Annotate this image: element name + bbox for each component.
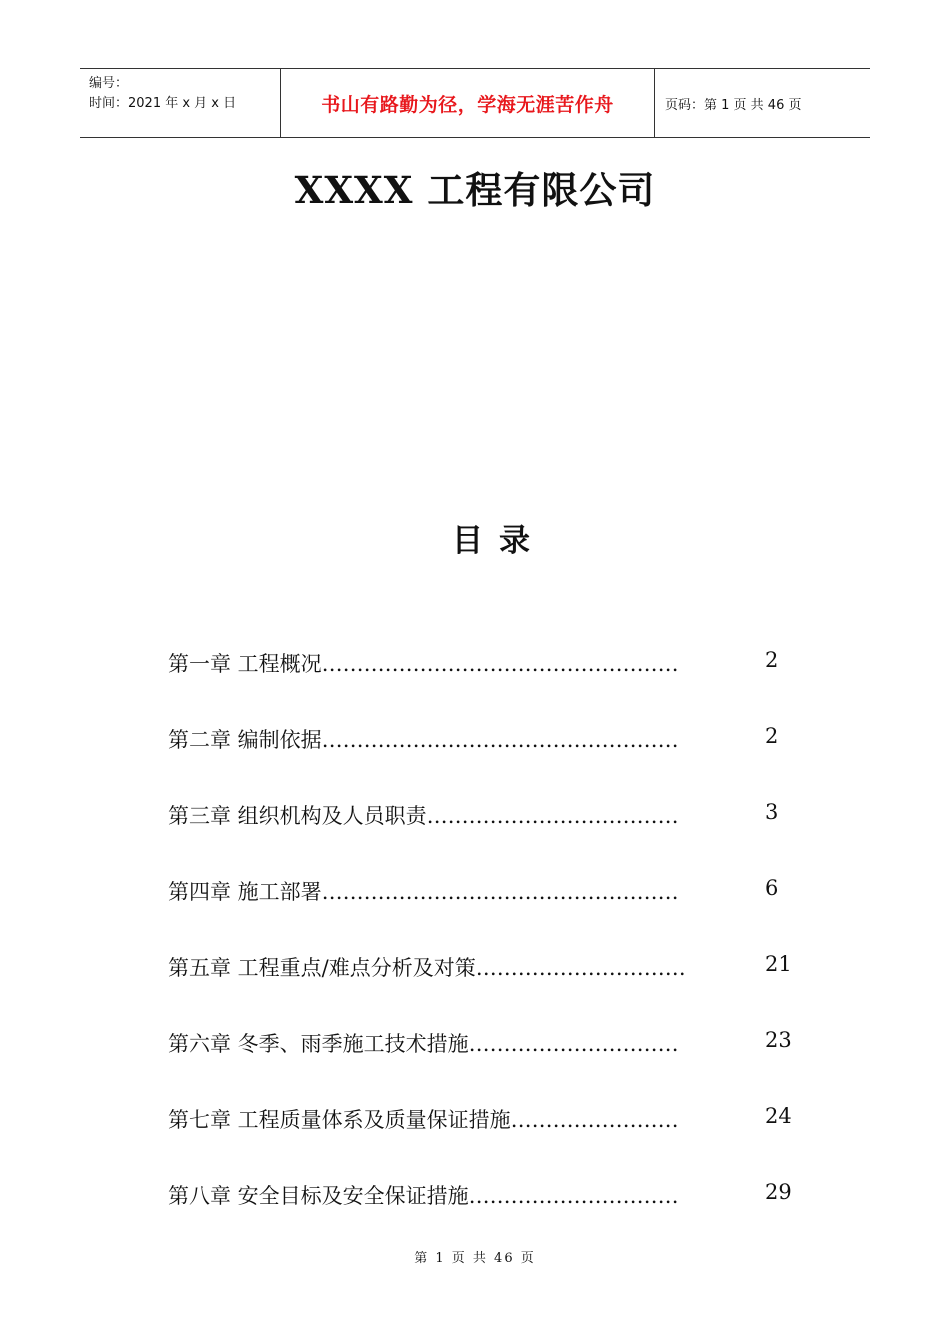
toc-item-page: 2 <box>765 724 779 748</box>
toc-item-page: 2 <box>765 648 779 672</box>
document-time-label: 时间：2021 年 x 月 x 日 <box>89 96 237 111</box>
header-meta-cell <box>80 69 281 137</box>
header-motto-cell <box>281 69 655 137</box>
header-page-cell <box>655 69 870 137</box>
toc-item[interactable] <box>168 1180 808 1216</box>
header-page-info: 页码：第 1 页 共 46 页 <box>665 97 802 113</box>
page-footer: 第 1 页 共 46 页 <box>414 1251 536 1266</box>
toc-item-page: 6 <box>765 876 779 900</box>
toc-item[interactable] <box>168 876 808 912</box>
toc-item-label: 第一章 工程概况…………………………………………… <box>168 652 679 676</box>
toc-item[interactable] <box>168 800 808 836</box>
company-title: XXXX 工程有限公司 <box>294 168 656 212</box>
toc-item-label: 第八章 安全目标及安全保证措施………………………… <box>168 1184 679 1208</box>
toc-item[interactable] <box>168 1028 808 1064</box>
toc-item-label: 第六章 冬季、雨季施工技术措施………………………… <box>168 1032 679 1056</box>
toc-item-page: 29 <box>765 1180 792 1204</box>
toc-item-label: 第四章 施工部署…………………………………………… <box>168 880 679 904</box>
document-header <box>80 68 870 138</box>
toc-item[interactable] <box>168 648 808 684</box>
document-number-label: 编号： <box>89 76 129 91</box>
toc-item[interactable] <box>168 724 808 760</box>
toc-item-page: 3 <box>765 800 779 824</box>
toc-heading: 目录 <box>452 523 546 559</box>
toc-item[interactable] <box>168 1104 808 1140</box>
toc-item-label: 第五章 工程重点/难点分析及对策………………………… <box>168 956 686 980</box>
toc-item[interactable] <box>168 952 808 988</box>
toc-item-label: 第七章 工程质量体系及质量保证措施…………………… <box>168 1108 679 1132</box>
toc-item-page: 23 <box>765 1028 792 1052</box>
toc-item-page: 21 <box>765 952 792 976</box>
toc-item-page: 24 <box>765 1104 792 1128</box>
toc-item-label: 第二章 编制依据…………………………………………… <box>168 728 679 752</box>
toc-item-label: 第三章 组织机构及人员职责……………………………… <box>168 804 679 828</box>
motto-text: 书山有路勤为径，学海无涯苦作舟 <box>321 93 614 116</box>
